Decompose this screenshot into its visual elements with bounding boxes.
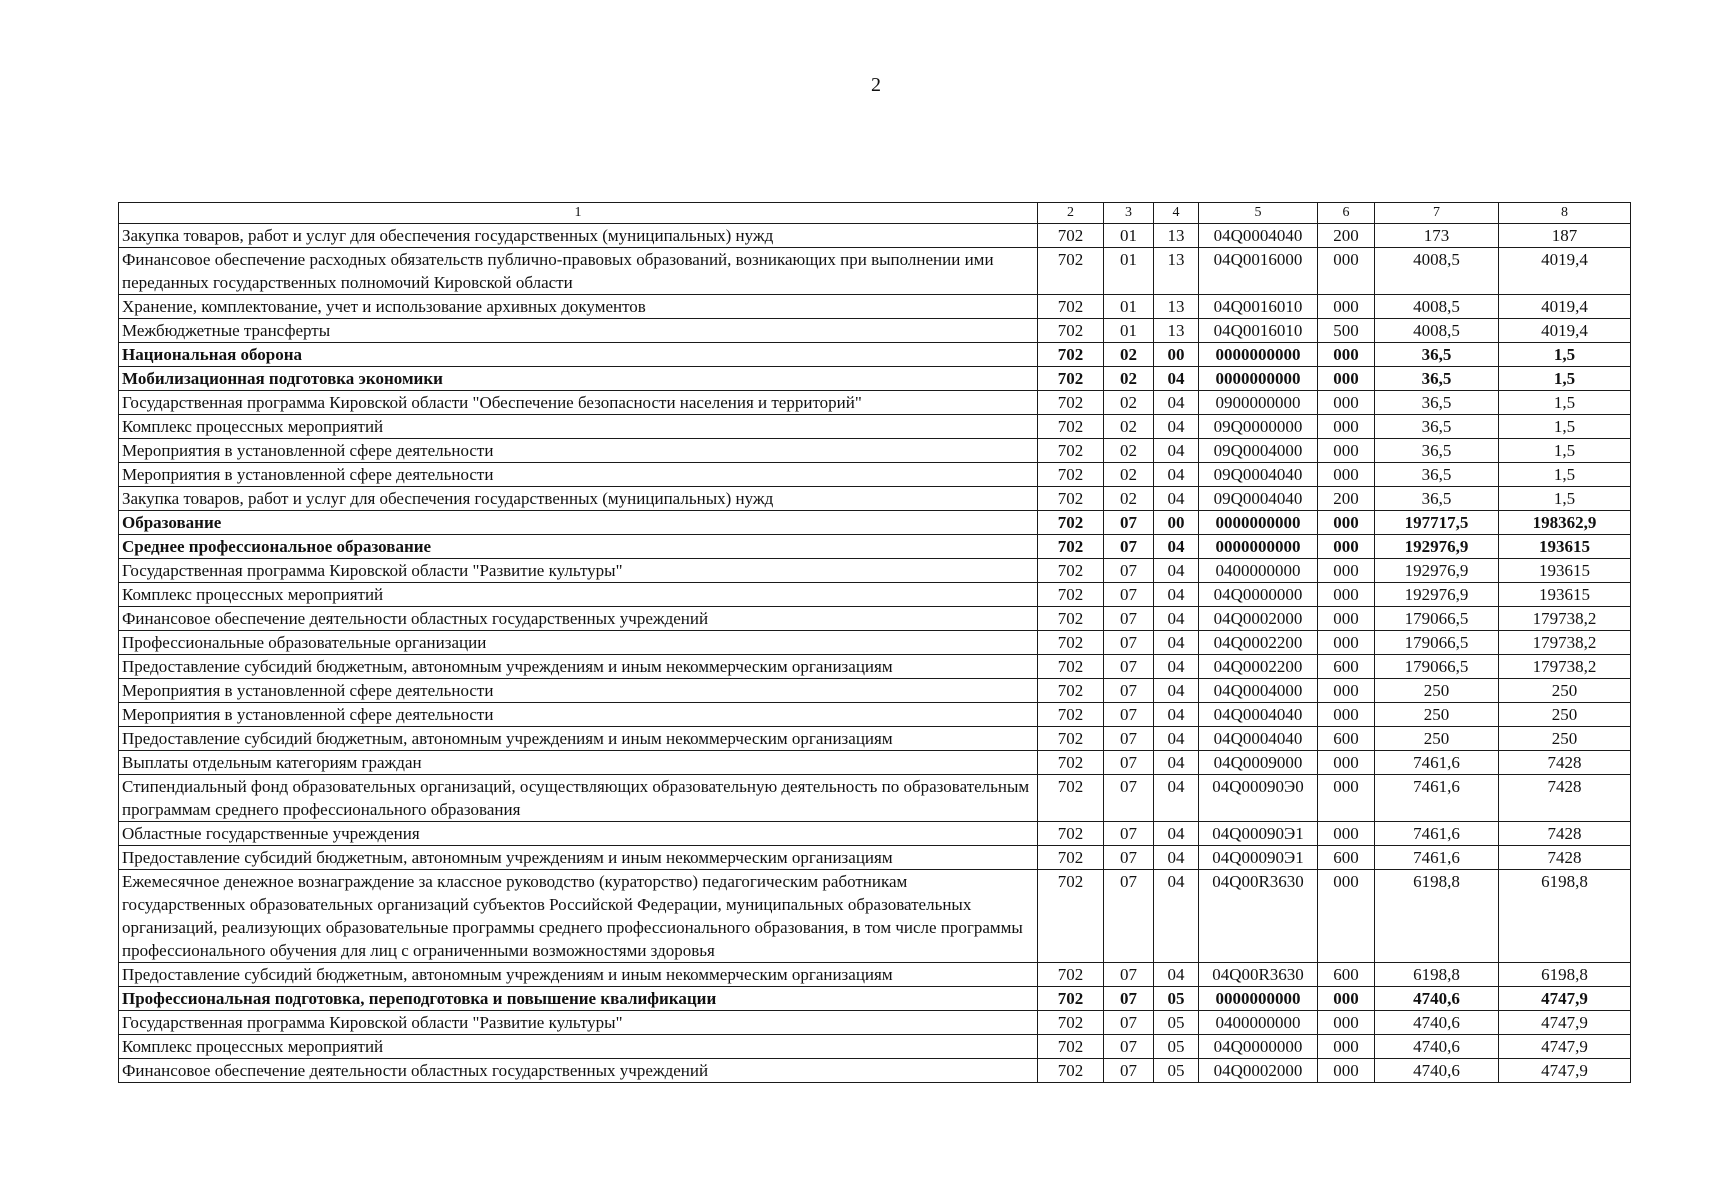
header-cell: 3 bbox=[1104, 203, 1154, 224]
row-code-cell: 000 bbox=[1318, 703, 1375, 727]
row-code-cell: 09Q0004040 bbox=[1199, 463, 1318, 487]
table-row bbox=[119, 367, 1631, 391]
row-code-cell: 0000000000 bbox=[1199, 367, 1318, 391]
header-cell: 6 bbox=[1318, 203, 1375, 224]
row-code-cell: 702 bbox=[1038, 870, 1104, 963]
row-code-cell: 4019,4 bbox=[1499, 248, 1631, 295]
row-code-cell: 173 bbox=[1375, 224, 1499, 248]
row-name-cell: Финансовое обеспечение деятельности областных государственных учреждений bbox=[119, 1059, 1038, 1083]
row-code-cell: 000 bbox=[1318, 559, 1375, 583]
row-code-cell: 04 bbox=[1154, 415, 1199, 439]
row-name-cell: Предоставление субсидий бюджетным, автономным учреждениям и иным некоммерческим организациям bbox=[119, 846, 1038, 870]
row-code-cell: 702 bbox=[1038, 846, 1104, 870]
row-code-cell: 1,5 bbox=[1499, 367, 1631, 391]
row-code-cell: 702 bbox=[1038, 1035, 1104, 1059]
row-code-cell: 07 bbox=[1104, 631, 1154, 655]
row-code-cell: 13 bbox=[1154, 295, 1199, 319]
row-code-cell: 04Q0004000 bbox=[1199, 679, 1318, 703]
row-code-cell: 200 bbox=[1318, 487, 1375, 511]
row-code-cell: 4747,9 bbox=[1499, 1035, 1631, 1059]
row-code-cell: 250 bbox=[1375, 703, 1499, 727]
row-name-cell: Межбюджетные трансферты bbox=[119, 319, 1038, 343]
row-code-cell: 36,5 bbox=[1375, 415, 1499, 439]
row-code-cell: 7461,6 bbox=[1375, 846, 1499, 870]
row-code-cell: 04Q0009000 bbox=[1199, 751, 1318, 775]
row-code-cell: 04Q00090Э1 bbox=[1199, 846, 1318, 870]
row-code-cell: 000 bbox=[1318, 415, 1375, 439]
table-row bbox=[119, 439, 1631, 463]
row-code-cell: 600 bbox=[1318, 655, 1375, 679]
row-code-cell: 702 bbox=[1038, 224, 1104, 248]
row-code-cell: 702 bbox=[1038, 963, 1104, 987]
row-code-cell: 4747,9 bbox=[1499, 987, 1631, 1011]
row-code-cell: 04Q0000000 bbox=[1199, 1035, 1318, 1059]
row-code-cell: 04 bbox=[1154, 583, 1199, 607]
row-code-cell: 09Q0004040 bbox=[1199, 487, 1318, 511]
row-code-cell: 0000000000 bbox=[1199, 343, 1318, 367]
row-name-cell: Государственная программа Кировской области "Обеспечение безопасности населения и территорий" bbox=[119, 391, 1038, 415]
row-code-cell: 05 bbox=[1154, 1011, 1199, 1035]
row-code-cell: 4740,6 bbox=[1375, 987, 1499, 1011]
row-code-cell: 0000000000 bbox=[1199, 511, 1318, 535]
row-name-cell: Мероприятия в установленной сфере деятельности bbox=[119, 439, 1038, 463]
row-code-cell: 000 bbox=[1318, 367, 1375, 391]
row-code-cell: 04Q0004040 bbox=[1199, 703, 1318, 727]
header-cell: 1 bbox=[119, 203, 1038, 224]
row-code-cell: 04 bbox=[1154, 751, 1199, 775]
row-code-cell: 07 bbox=[1104, 703, 1154, 727]
row-code-cell: 702 bbox=[1038, 487, 1104, 511]
row-code-cell: 1,5 bbox=[1499, 415, 1631, 439]
row-code-cell: 36,5 bbox=[1375, 439, 1499, 463]
row-code-cell: 36,5 bbox=[1375, 463, 1499, 487]
row-code-cell: 702 bbox=[1038, 1059, 1104, 1083]
table-row bbox=[119, 1011, 1631, 1035]
row-code-cell: 702 bbox=[1038, 751, 1104, 775]
row-code-cell: 702 bbox=[1038, 559, 1104, 583]
table-row bbox=[119, 679, 1631, 703]
row-code-cell: 07 bbox=[1104, 870, 1154, 963]
row-code-cell: 04Q00090Э1 bbox=[1199, 822, 1318, 846]
table-row bbox=[119, 987, 1631, 1011]
row-code-cell: 000 bbox=[1318, 511, 1375, 535]
row-code-cell: 250 bbox=[1375, 679, 1499, 703]
row-code-cell: 000 bbox=[1318, 870, 1375, 963]
row-code-cell: 702 bbox=[1038, 679, 1104, 703]
table-row bbox=[119, 846, 1631, 870]
row-code-cell: 250 bbox=[1499, 703, 1631, 727]
row-code-cell: 000 bbox=[1318, 607, 1375, 631]
row-code-cell: 07 bbox=[1104, 655, 1154, 679]
row-code-cell: 04 bbox=[1154, 727, 1199, 751]
row-code-cell: 1,5 bbox=[1499, 439, 1631, 463]
table-row bbox=[119, 870, 1631, 963]
row-code-cell: 702 bbox=[1038, 822, 1104, 846]
row-code-cell: 1,5 bbox=[1499, 487, 1631, 511]
row-code-cell: 05 bbox=[1154, 1059, 1199, 1083]
row-code-cell: 000 bbox=[1318, 1011, 1375, 1035]
row-code-cell: 7428 bbox=[1499, 775, 1631, 822]
table-row bbox=[119, 583, 1631, 607]
row-name-cell: Государственная программа Кировской области "Развитие культуры" bbox=[119, 559, 1038, 583]
row-code-cell: 1,5 bbox=[1499, 343, 1631, 367]
row-code-cell: 01 bbox=[1104, 224, 1154, 248]
row-name-cell: Выплаты отдельным категориям граждан bbox=[119, 751, 1038, 775]
row-code-cell: 000 bbox=[1318, 248, 1375, 295]
row-code-cell: 000 bbox=[1318, 295, 1375, 319]
row-code-cell: 04 bbox=[1154, 822, 1199, 846]
row-code-cell: 7428 bbox=[1499, 822, 1631, 846]
row-code-cell: 02 bbox=[1104, 415, 1154, 439]
row-code-cell: 00 bbox=[1154, 343, 1199, 367]
row-code-cell: 198362,9 bbox=[1499, 511, 1631, 535]
row-code-cell: 02 bbox=[1104, 487, 1154, 511]
row-code-cell: 702 bbox=[1038, 511, 1104, 535]
row-code-cell: 02 bbox=[1104, 391, 1154, 415]
row-code-cell: 04Q0004040 bbox=[1199, 224, 1318, 248]
row-code-cell: 7428 bbox=[1499, 751, 1631, 775]
row-name-cell: Мобилизационная подготовка экономики bbox=[119, 367, 1038, 391]
row-code-cell: 04 bbox=[1154, 391, 1199, 415]
row-code-cell: 02 bbox=[1104, 367, 1154, 391]
row-code-cell: 07 bbox=[1104, 1011, 1154, 1035]
table-row bbox=[119, 415, 1631, 439]
table-row bbox=[119, 727, 1631, 751]
row-code-cell: 192976,9 bbox=[1375, 559, 1499, 583]
row-code-cell: 4740,6 bbox=[1375, 1011, 1499, 1035]
row-name-cell: Ежемесячное денежное вознаграждение за классное руководство (кураторство) педагогическим работникам государственных образовательных организаций субъектов Российской Федерации, муниципальных образовательных организаций, реализующих образовательные программы среднего профессионального образования, в том числе программы профессионального обучения для лиц с ограниченными возможностями здоровья bbox=[119, 870, 1038, 963]
row-code-cell: 07 bbox=[1104, 583, 1154, 607]
row-code-cell: 000 bbox=[1318, 679, 1375, 703]
row-code-cell: 702 bbox=[1038, 463, 1104, 487]
row-code-cell: 6198,8 bbox=[1375, 870, 1499, 963]
row-name-cell: Национальная оборона bbox=[119, 343, 1038, 367]
row-code-cell: 600 bbox=[1318, 846, 1375, 870]
row-code-cell: 702 bbox=[1038, 655, 1104, 679]
row-code-cell: 000 bbox=[1318, 439, 1375, 463]
row-code-cell: 250 bbox=[1499, 727, 1631, 751]
table-body bbox=[119, 224, 1631, 1083]
row-code-cell: 0000000000 bbox=[1199, 535, 1318, 559]
row-code-cell: 187 bbox=[1499, 224, 1631, 248]
table-row bbox=[119, 487, 1631, 511]
row-code-cell: 04Q00R3630 bbox=[1199, 963, 1318, 987]
row-code-cell: 193615 bbox=[1499, 583, 1631, 607]
row-code-cell: 09Q0000000 bbox=[1199, 415, 1318, 439]
row-code-cell: 07 bbox=[1104, 679, 1154, 703]
row-code-cell: 702 bbox=[1038, 727, 1104, 751]
row-code-cell: 192976,9 bbox=[1375, 583, 1499, 607]
row-code-cell: 07 bbox=[1104, 987, 1154, 1011]
row-code-cell: 702 bbox=[1038, 391, 1104, 415]
budget-table bbox=[118, 202, 1631, 1083]
table-row bbox=[119, 775, 1631, 822]
header-cell: 8 bbox=[1499, 203, 1631, 224]
row-name-cell: Мероприятия в установленной сфере деятельности bbox=[119, 463, 1038, 487]
row-code-cell: 04Q0002000 bbox=[1199, 1059, 1318, 1083]
row-code-cell: 179738,2 bbox=[1499, 655, 1631, 679]
row-code-cell: 04 bbox=[1154, 679, 1199, 703]
row-name-cell: Профессиональная подготовка, переподготовка и повышение квалификации bbox=[119, 987, 1038, 1011]
row-code-cell: 000 bbox=[1318, 391, 1375, 415]
row-code-cell: 702 bbox=[1038, 703, 1104, 727]
header-cell: 7 bbox=[1375, 203, 1499, 224]
row-code-cell: 702 bbox=[1038, 319, 1104, 343]
row-code-cell: 04Q0002200 bbox=[1199, 655, 1318, 679]
row-code-cell: 702 bbox=[1038, 535, 1104, 559]
row-code-cell: 04 bbox=[1154, 535, 1199, 559]
row-code-cell: 179738,2 bbox=[1499, 631, 1631, 655]
row-code-cell: 04 bbox=[1154, 870, 1199, 963]
table-row bbox=[119, 535, 1631, 559]
table-row bbox=[119, 963, 1631, 987]
row-code-cell: 179066,5 bbox=[1375, 607, 1499, 631]
table-row bbox=[119, 822, 1631, 846]
row-name-cell: Предоставление субсидий бюджетным, автономным учреждениям и иным некоммерческим организациям bbox=[119, 963, 1038, 987]
row-code-cell: 4740,6 bbox=[1375, 1035, 1499, 1059]
row-code-cell: 6198,8 bbox=[1499, 870, 1631, 963]
row-code-cell: 000 bbox=[1318, 535, 1375, 559]
row-code-cell: 07 bbox=[1104, 822, 1154, 846]
row-code-cell: 702 bbox=[1038, 415, 1104, 439]
table-row bbox=[119, 463, 1631, 487]
row-code-cell: 07 bbox=[1104, 846, 1154, 870]
row-name-cell: Мероприятия в установленной сфере деятельности bbox=[119, 679, 1038, 703]
row-code-cell: 13 bbox=[1154, 224, 1199, 248]
row-code-cell: 09Q0004000 bbox=[1199, 439, 1318, 463]
row-code-cell: 193615 bbox=[1499, 559, 1631, 583]
row-code-cell: 05 bbox=[1154, 987, 1199, 1011]
table-row bbox=[119, 655, 1631, 679]
row-code-cell: 4008,5 bbox=[1375, 295, 1499, 319]
row-name-cell: Предоставление субсидий бюджетным, автономным учреждениям и иным некоммерческим организациям bbox=[119, 655, 1038, 679]
row-code-cell: 702 bbox=[1038, 439, 1104, 463]
row-code-cell: 000 bbox=[1318, 1035, 1375, 1059]
row-code-cell: 000 bbox=[1318, 343, 1375, 367]
row-code-cell: 01 bbox=[1104, 295, 1154, 319]
table-row bbox=[119, 1035, 1631, 1059]
header-row bbox=[119, 203, 1631, 224]
table-row bbox=[119, 559, 1631, 583]
row-code-cell: 4019,4 bbox=[1499, 295, 1631, 319]
row-code-cell: 193615 bbox=[1499, 535, 1631, 559]
table-row bbox=[119, 295, 1631, 319]
row-code-cell: 02 bbox=[1104, 463, 1154, 487]
row-code-cell: 36,5 bbox=[1375, 343, 1499, 367]
row-name-cell: Профессиональные образовательные организации bbox=[119, 631, 1038, 655]
row-code-cell: 07 bbox=[1104, 607, 1154, 631]
page-number: 2 bbox=[871, 74, 881, 96]
row-code-cell: 4008,5 bbox=[1375, 319, 1499, 343]
table-row bbox=[119, 224, 1631, 248]
row-code-cell: 36,5 bbox=[1375, 391, 1499, 415]
row-code-cell: 04 bbox=[1154, 963, 1199, 987]
row-code-cell: 702 bbox=[1038, 343, 1104, 367]
row-code-cell: 04Q00R3630 bbox=[1199, 870, 1318, 963]
row-code-cell: 1,5 bbox=[1499, 391, 1631, 415]
table-row bbox=[119, 1059, 1631, 1083]
row-code-cell: 702 bbox=[1038, 775, 1104, 822]
table-row bbox=[119, 703, 1631, 727]
row-code-cell: 6198,8 bbox=[1499, 963, 1631, 987]
table-row bbox=[119, 607, 1631, 631]
row-name-cell: Стипендиальный фонд образовательных организаций, осуществляющих образовательную деятельность по образовательным программам среднего профессионального образования bbox=[119, 775, 1038, 822]
row-code-cell: 192976,9 bbox=[1375, 535, 1499, 559]
row-code-cell: 702 bbox=[1038, 367, 1104, 391]
row-code-cell: 01 bbox=[1104, 319, 1154, 343]
row-code-cell: 0000000000 bbox=[1199, 987, 1318, 1011]
row-code-cell: 702 bbox=[1038, 583, 1104, 607]
row-code-cell: 04 bbox=[1154, 487, 1199, 511]
table-row bbox=[119, 391, 1631, 415]
row-code-cell: 7461,6 bbox=[1375, 822, 1499, 846]
row-code-cell: 07 bbox=[1104, 727, 1154, 751]
row-code-cell: 702 bbox=[1038, 987, 1104, 1011]
row-code-cell: 7428 bbox=[1499, 846, 1631, 870]
table-row bbox=[119, 631, 1631, 655]
header-cell: 2 bbox=[1038, 203, 1104, 224]
row-code-cell: 00 bbox=[1154, 511, 1199, 535]
row-code-cell: 0400000000 bbox=[1199, 559, 1318, 583]
row-code-cell: 702 bbox=[1038, 607, 1104, 631]
row-name-cell: Финансовое обеспечение деятельности областных государственных учреждений bbox=[119, 607, 1038, 631]
row-code-cell: 6198,8 bbox=[1375, 963, 1499, 987]
row-name-cell: Закупка товаров, работ и услуг для обеспечения государственных (муниципальных) нужд bbox=[119, 224, 1038, 248]
row-code-cell: 04Q0002200 bbox=[1199, 631, 1318, 655]
row-code-cell: 01 bbox=[1104, 248, 1154, 295]
row-name-cell: Комплекс процессных мероприятий bbox=[119, 1035, 1038, 1059]
row-code-cell: 000 bbox=[1318, 775, 1375, 822]
row-code-cell: 07 bbox=[1104, 751, 1154, 775]
row-code-cell: 04 bbox=[1154, 367, 1199, 391]
row-code-cell: 000 bbox=[1318, 1059, 1375, 1083]
row-code-cell: 02 bbox=[1104, 439, 1154, 463]
row-code-cell: 07 bbox=[1104, 775, 1154, 822]
row-name-cell: Комплекс процессных мероприятий bbox=[119, 583, 1038, 607]
row-code-cell: 0900000000 bbox=[1199, 391, 1318, 415]
row-code-cell: 4747,9 bbox=[1499, 1059, 1631, 1083]
row-code-cell: 13 bbox=[1154, 319, 1199, 343]
row-name-cell: Государственная программа Кировской области "Развитие культуры" bbox=[119, 1011, 1038, 1035]
row-code-cell: 04 bbox=[1154, 655, 1199, 679]
row-code-cell: 04 bbox=[1154, 463, 1199, 487]
row-code-cell: 4740,6 bbox=[1375, 1059, 1499, 1083]
row-code-cell: 04 bbox=[1154, 439, 1199, 463]
row-code-cell: 179066,5 bbox=[1375, 655, 1499, 679]
row-code-cell: 600 bbox=[1318, 963, 1375, 987]
row-name-cell: Предоставление субсидий бюджетным, автономным учреждениям и иным некоммерческим организациям bbox=[119, 727, 1038, 751]
row-code-cell: 07 bbox=[1104, 511, 1154, 535]
row-code-cell: 179738,2 bbox=[1499, 607, 1631, 631]
row-code-cell: 04Q0004040 bbox=[1199, 727, 1318, 751]
row-code-cell: 04Q0016000 bbox=[1199, 248, 1318, 295]
row-code-cell: 04Q00090Э0 bbox=[1199, 775, 1318, 822]
row-name-cell: Закупка товаров, работ и услуг для обеспечения государственных (муниципальных) нужд bbox=[119, 487, 1038, 511]
row-code-cell: 04Q0016010 bbox=[1199, 295, 1318, 319]
row-code-cell: 702 bbox=[1038, 631, 1104, 655]
row-code-cell: 36,5 bbox=[1375, 487, 1499, 511]
row-code-cell: 04 bbox=[1154, 607, 1199, 631]
row-name-cell: Мероприятия в установленной сфере деятельности bbox=[119, 703, 1038, 727]
row-code-cell: 000 bbox=[1318, 987, 1375, 1011]
row-code-cell: 36,5 bbox=[1375, 367, 1499, 391]
row-code-cell: 000 bbox=[1318, 751, 1375, 775]
table-row bbox=[119, 511, 1631, 535]
row-code-cell: 179066,5 bbox=[1375, 631, 1499, 655]
row-name-cell: Областные государственные учреждения bbox=[119, 822, 1038, 846]
row-code-cell: 0400000000 bbox=[1199, 1011, 1318, 1035]
row-code-cell: 000 bbox=[1318, 822, 1375, 846]
row-code-cell: 07 bbox=[1104, 1059, 1154, 1083]
row-code-cell: 04Q0000000 bbox=[1199, 583, 1318, 607]
row-code-cell: 13 bbox=[1154, 248, 1199, 295]
table-row bbox=[119, 343, 1631, 367]
row-code-cell: 200 bbox=[1318, 224, 1375, 248]
row-code-cell: 500 bbox=[1318, 319, 1375, 343]
table-row bbox=[119, 319, 1631, 343]
row-name-cell: Среднее профессиональное образование bbox=[119, 535, 1038, 559]
row-code-cell: 600 bbox=[1318, 727, 1375, 751]
row-code-cell: 04Q0016010 bbox=[1199, 319, 1318, 343]
row-code-cell: 000 bbox=[1318, 463, 1375, 487]
row-code-cell: 04 bbox=[1154, 846, 1199, 870]
row-code-cell: 000 bbox=[1318, 583, 1375, 607]
table-row bbox=[119, 751, 1631, 775]
row-name-cell: Комплекс процессных мероприятий bbox=[119, 415, 1038, 439]
row-code-cell: 07 bbox=[1104, 1035, 1154, 1059]
row-code-cell: 07 bbox=[1104, 535, 1154, 559]
row-code-cell: 250 bbox=[1375, 727, 1499, 751]
row-code-cell: 197717,5 bbox=[1375, 511, 1499, 535]
row-code-cell: 4747,9 bbox=[1499, 1011, 1631, 1035]
row-code-cell: 07 bbox=[1104, 559, 1154, 583]
row-code-cell: 04Q0002000 bbox=[1199, 607, 1318, 631]
row-code-cell: 4019,4 bbox=[1499, 319, 1631, 343]
row-name-cell: Финансовое обеспечение расходных обязательств публично-правовых образований, возникающих при выполнении ими переданных государственных полномочий Кировской области bbox=[119, 248, 1038, 295]
row-code-cell: 02 bbox=[1104, 343, 1154, 367]
row-name-cell: Образование bbox=[119, 511, 1038, 535]
row-code-cell: 7461,6 bbox=[1375, 751, 1499, 775]
row-code-cell: 702 bbox=[1038, 295, 1104, 319]
header-cell: 4 bbox=[1154, 203, 1199, 224]
row-code-cell: 04 bbox=[1154, 559, 1199, 583]
row-code-cell: 4008,5 bbox=[1375, 248, 1499, 295]
row-code-cell: 05 bbox=[1154, 1035, 1199, 1059]
row-code-cell: 04 bbox=[1154, 775, 1199, 822]
row-code-cell: 7461,6 bbox=[1375, 775, 1499, 822]
header-cell: 5 bbox=[1199, 203, 1318, 224]
row-code-cell: 702 bbox=[1038, 248, 1104, 295]
row-code-cell: 250 bbox=[1499, 679, 1631, 703]
row-name-cell: Хранение, комплектование, учет и использование архивных документов bbox=[119, 295, 1038, 319]
row-code-cell: 000 bbox=[1318, 631, 1375, 655]
row-code-cell: 07 bbox=[1104, 963, 1154, 987]
row-code-cell: 04 bbox=[1154, 631, 1199, 655]
row-code-cell: 1,5 bbox=[1499, 463, 1631, 487]
row-code-cell: 702 bbox=[1038, 1011, 1104, 1035]
table-row bbox=[119, 248, 1631, 295]
row-code-cell: 04 bbox=[1154, 703, 1199, 727]
